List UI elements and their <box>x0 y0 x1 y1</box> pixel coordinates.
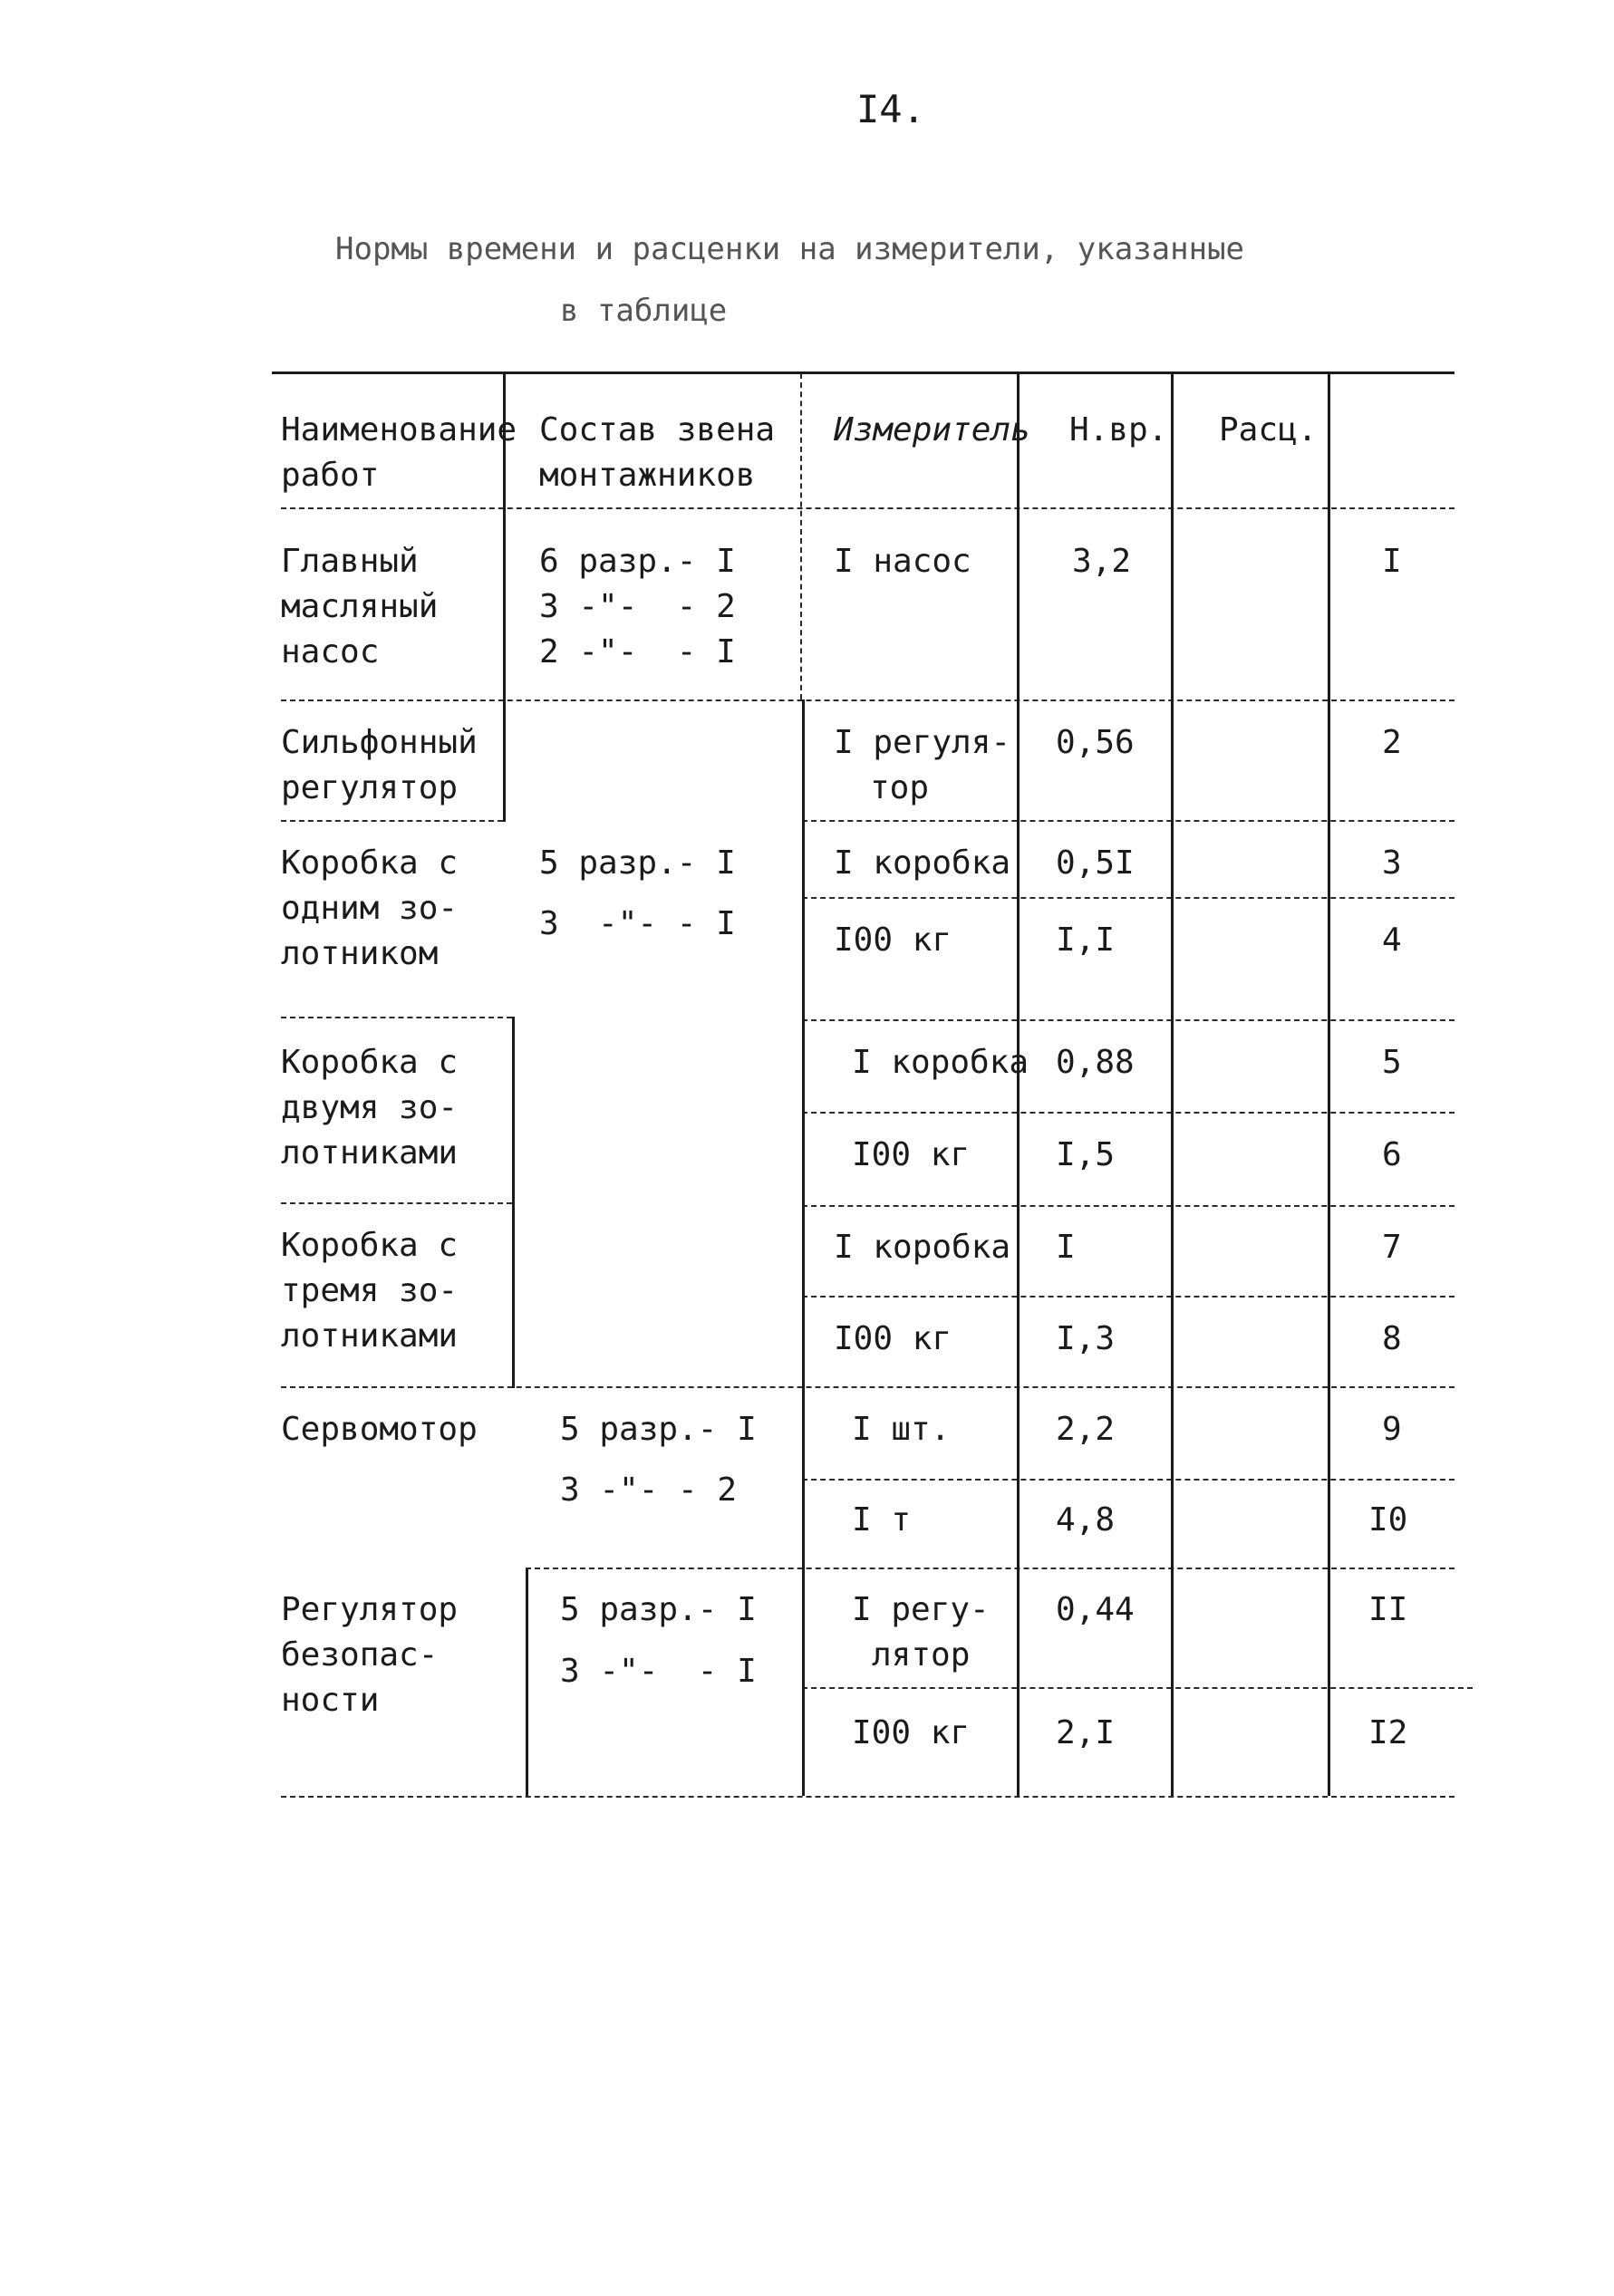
row-rule-7 <box>802 1296 1455 1298</box>
norm-cell: 0,88 <box>1056 1044 1135 1081</box>
work-name: масляный <box>281 588 439 625</box>
crew-line: 2 -"- - I <box>539 633 736 670</box>
unit-cell: I коробка <box>834 844 1011 882</box>
row-rule-10 <box>526 1568 1455 1569</box>
unit-cell: I00 кг <box>852 1714 971 1751</box>
header-work-line2: работ <box>281 457 380 494</box>
row-number: 9 <box>1382 1411 1402 1448</box>
row-number: I <box>1382 543 1402 580</box>
norm-cell: I,5 <box>1056 1136 1116 1173</box>
crew-line: 3 -"- - 2 <box>560 1471 738 1509</box>
norm-cell: I,3 <box>1056 1320 1116 1357</box>
work-name: насос <box>281 633 380 670</box>
norm-cell: 0,44 <box>1056 1591 1135 1628</box>
norm-cell: 0,5I <box>1056 844 1135 882</box>
row-number: 2 <box>1382 724 1402 761</box>
work-name: регулятор <box>281 769 459 806</box>
row-rule-4b <box>802 1019 1455 1021</box>
col-rule-5 <box>1328 373 1330 1796</box>
row-number: 6 <box>1382 1136 1402 1173</box>
crew-line: 3 -"- - I <box>539 905 736 942</box>
col-rule-4 <box>1171 373 1174 1796</box>
row-number: 8 <box>1382 1320 1402 1357</box>
unit-cell: I00 кг <box>852 1136 971 1173</box>
crew-line: 5 разр.- I <box>560 1591 757 1628</box>
work-name: лотниками <box>281 1317 459 1355</box>
row-rule-11 <box>802 1687 1473 1689</box>
unit-cell: тор <box>870 769 930 806</box>
table-bottom-rule <box>281 1796 1455 1798</box>
work-name: безопас- <box>281 1636 439 1674</box>
header-rate: Расц. <box>1219 411 1318 449</box>
norm-cell: I <box>1056 1229 1076 1266</box>
work-name: Сервомотор <box>281 1411 478 1448</box>
unit-cell: I насос <box>834 543 971 580</box>
row-number: II <box>1368 1591 1408 1628</box>
page-number: I4. <box>856 87 925 131</box>
row-rule-8 <box>281 1386 1455 1388</box>
crew-line: 3 -"- - I <box>560 1653 757 1690</box>
row-rule-4a <box>281 1017 512 1018</box>
col-rule-2b <box>802 699 805 1796</box>
header-bottom-rule <box>281 507 1455 509</box>
unit-cell: I т <box>852 1501 912 1539</box>
col-rule-1b <box>512 1017 515 1388</box>
norm-cell: 3,2 <box>1072 543 1132 580</box>
row-rule-2b <box>802 820 1455 822</box>
work-name: тремя зо- <box>281 1272 459 1309</box>
row-rule-3 <box>802 897 1455 899</box>
row-number: I0 <box>1368 1501 1408 1539</box>
norm-cell: 2,I <box>1056 1714 1116 1751</box>
work-name: Коробка с <box>281 1227 459 1264</box>
page-heading-line1: Нормы времени и расценки на измерители, указанные <box>335 231 1245 267</box>
norm-cell: I,I <box>1056 921 1116 959</box>
crew-line: 6 разр.- I <box>539 543 736 580</box>
unit-cell: лятор <box>872 1636 971 1674</box>
work-name: Главный <box>281 543 419 580</box>
row-number: I2 <box>1368 1714 1408 1751</box>
row-number: 7 <box>1382 1229 1402 1266</box>
crew-line: 5 разр.- I <box>560 1411 757 1448</box>
table-top-rule <box>272 371 1455 374</box>
crew-line: 3 -"- - 2 <box>539 588 736 625</box>
work-name: ности <box>281 1682 380 1719</box>
unit-cell: I00 кг <box>834 1320 952 1357</box>
col-rule-2a <box>800 373 802 699</box>
norm-cell: 4,8 <box>1056 1501 1116 1539</box>
crew-line: 5 разр.- I <box>539 844 736 882</box>
unit-cell: I регуля- <box>834 724 1011 761</box>
work-name: одним зо- <box>281 890 459 927</box>
col-rule-1c <box>526 1569 528 1796</box>
unit-cell: I шт. <box>852 1411 951 1448</box>
work-name: Регулятор <box>281 1591 459 1628</box>
unit-cell: I регу- <box>852 1591 990 1628</box>
work-name: двумя зо- <box>281 1089 459 1126</box>
work-name: Коробка с <box>281 1044 459 1081</box>
page-heading-line2: в таблице <box>560 293 728 329</box>
norm-cell: 2,2 <box>1056 1411 1116 1448</box>
unit-cell: I коробка <box>852 1044 1029 1081</box>
unit-cell: I00 кг <box>834 921 952 959</box>
row-number: 3 <box>1382 844 1402 882</box>
work-name: Сильфонный <box>281 724 478 761</box>
row-rule-2a <box>281 820 503 822</box>
header-unit: Измеритель <box>834 411 1030 449</box>
row-rule-6b <box>802 1205 1455 1207</box>
work-name: Коробка с <box>281 844 459 882</box>
row-number: 4 <box>1382 921 1402 959</box>
row-rule-9 <box>802 1479 1455 1481</box>
work-name: лотниками <box>281 1134 459 1172</box>
norm-cell: 0,56 <box>1056 724 1135 761</box>
header-norm: Н.вр. <box>1069 411 1168 449</box>
unit-cell: I коробка <box>834 1229 1011 1266</box>
row-rule-5 <box>802 1112 1455 1114</box>
row-rule-6a <box>281 1202 512 1204</box>
row-rule-1 <box>281 699 1455 701</box>
row-number: 5 <box>1382 1044 1402 1081</box>
header-work-line1: Наименование <box>281 411 517 449</box>
header-crew-line1: Состав звена <box>539 411 776 449</box>
work-name: лотником <box>281 935 439 972</box>
header-crew-line2: монтажников <box>539 457 756 494</box>
